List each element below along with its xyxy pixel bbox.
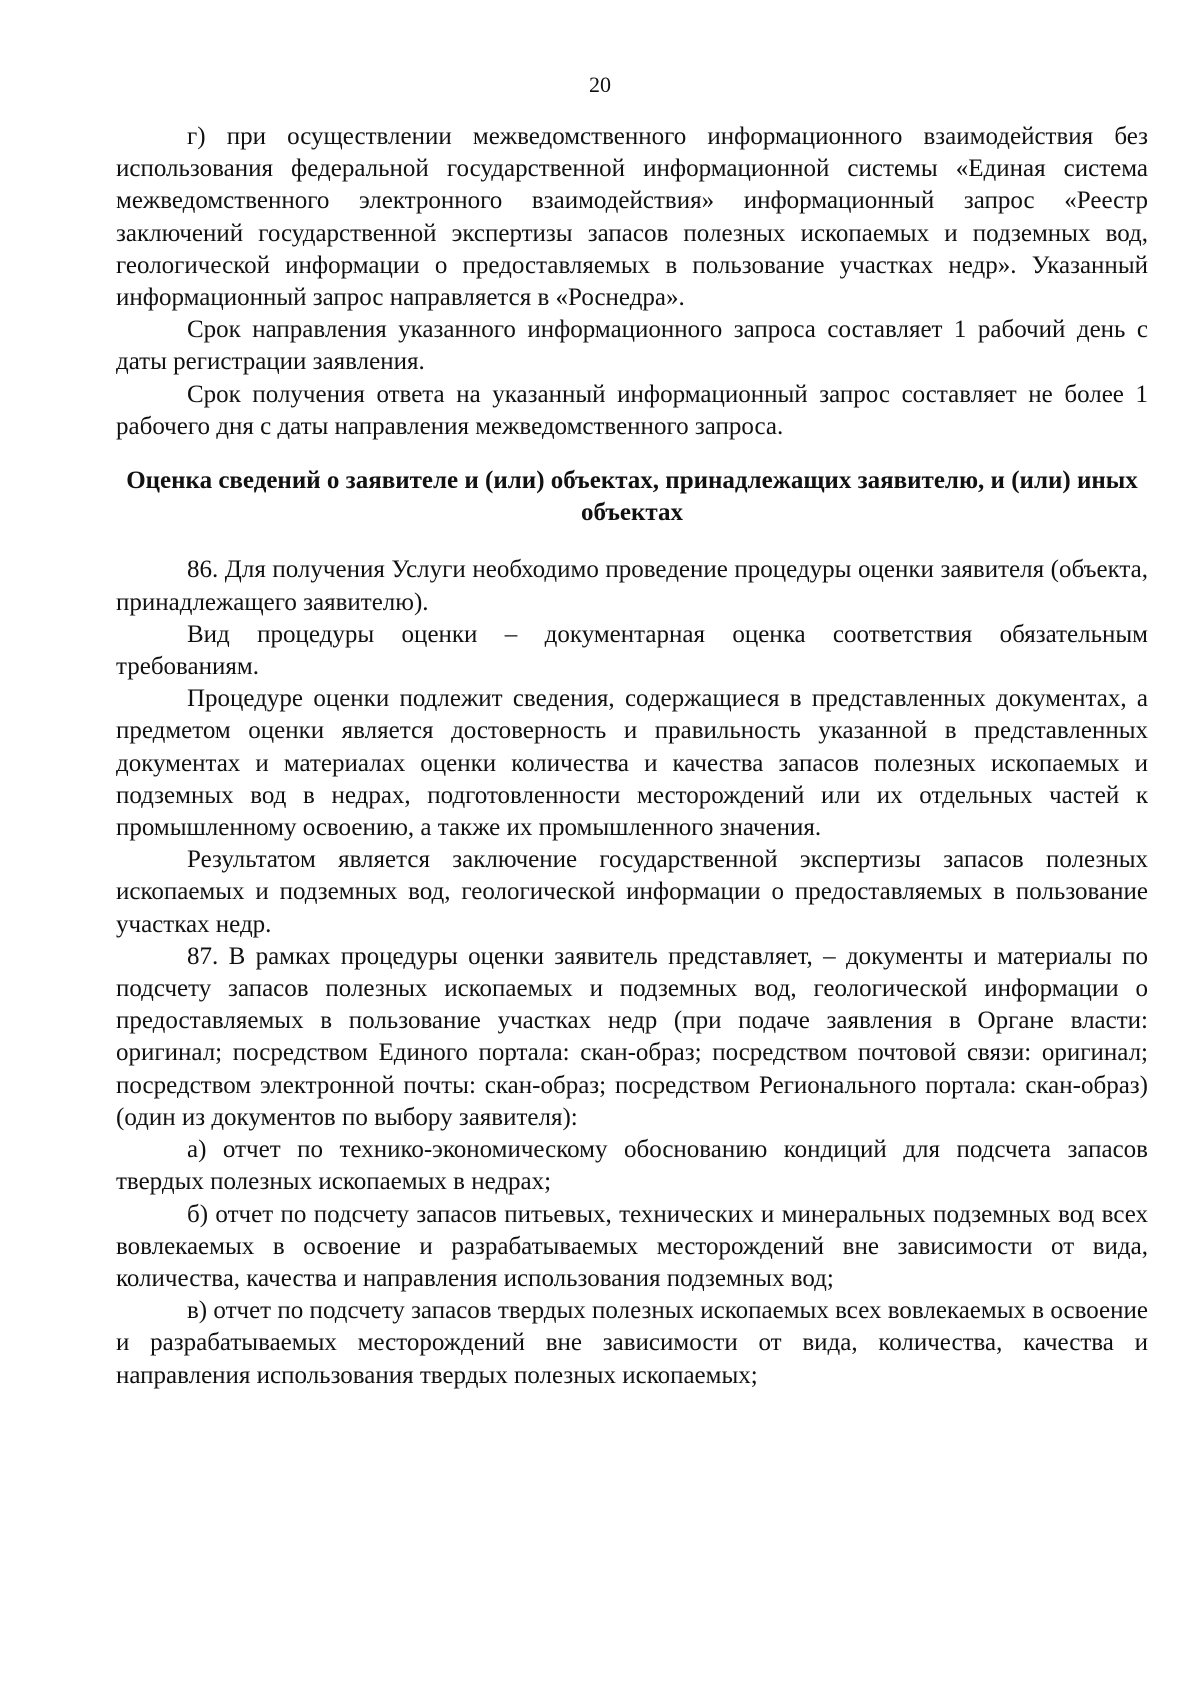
page-number: 20: [589, 72, 611, 97]
paragraph-86: 86. Для получения Услуги необходимо проведение процедуры оценки заявителя (объекта, принадлежащего заявителю).: [116, 556, 1148, 616]
paragraph-evaluation-result: Результатом является заключение государственной экспертизы запасов полезных ископаемых и подземных вод, геологической информации о предоставляемых в пользование участках недр.: [116, 846, 1148, 938]
paragraph-evaluation-type: Вид процедуры оценки – документарная оценка соответствия обязательным требованиям.: [116, 620, 1148, 681]
list-item-v: в) отчет по подсчету запасов твердых полезных ископаемых всех вовлекаемых в освоение и разрабатываемых месторождений вне зависимости от вида, количества, качества и направления использования твердых полезных ископаемых;: [116, 1297, 1148, 1389]
section-heading: Оценка сведений о заявителе и (или) объектах, принадлежащих заявителю, и (или) иных объектах: [126, 467, 1138, 527]
paragraph-request-deadline: Срок направления указанного информационного запроса составляет 1 рабочий день с даты регистрации заявления.: [116, 316, 1148, 376]
document-body: [116, 121, 1148, 1392]
list-item-b: б) отчет по подсчету запасов питьевых, технических и минеральных подземных вод всех вовлекаемых в освоение и разрабатываемых месторождений вне зависимости от вида, количества, качества и направления использования подземных вод;: [116, 1200, 1148, 1292]
paragraph-evaluation-subject: Процедуре оценки подлежит сведения, содержащиеся в представленных документах, а предметом оценки является достоверность и правильность указанной в представленных документах и материалах оценки количества и качества запасов полезных ископаемых и подземных вод в недрах, подготовленности месторождений или их отдельных частей к промышленному освоению, а также их промышленного значения.: [116, 685, 1148, 842]
paragraph-response-deadline: Срок получения ответа на указанный информационный запрос составляет не более 1 рабочего дня с даты направления межведомственного запроса.: [116, 380, 1148, 440]
paragraph-item-g-interagency-request: г) при осуществлении межведомственного информационного взаимодействия без использования федеральной государственной информационной системы «Единая система межведомственного электронного взаимодействия» информационный запрос «Реестр заключений государственной экспертизы запасов полезных ископаемых и подземных вод, геологической информации о предоставляемых в пользование участках недр». Указанный информационный запрос направляется в «Роснедра».: [116, 123, 1148, 312]
list-item-a: а) отчет по технико-экономическому обоснованию кондиций для подсчета запасов твердых полезных ископаемых в недрах;: [116, 1136, 1148, 1196]
paragraph-87: 87. В рамках процедуры оценки заявитель представляет, – документы и материалы по подсчету запасов полезных ископаемых и подземных вод, геологической информации о предоставляемых в пользование участках недр (при подаче заявления в Органе власти: оригинал; посредством Единого портала: скан-образ; посредством почтовой связи: оригинал; посредством электронной почты: скан-образ; посредством Регионального портала: скан-образ) (один из документов по выбору заявителя):: [116, 942, 1148, 1131]
